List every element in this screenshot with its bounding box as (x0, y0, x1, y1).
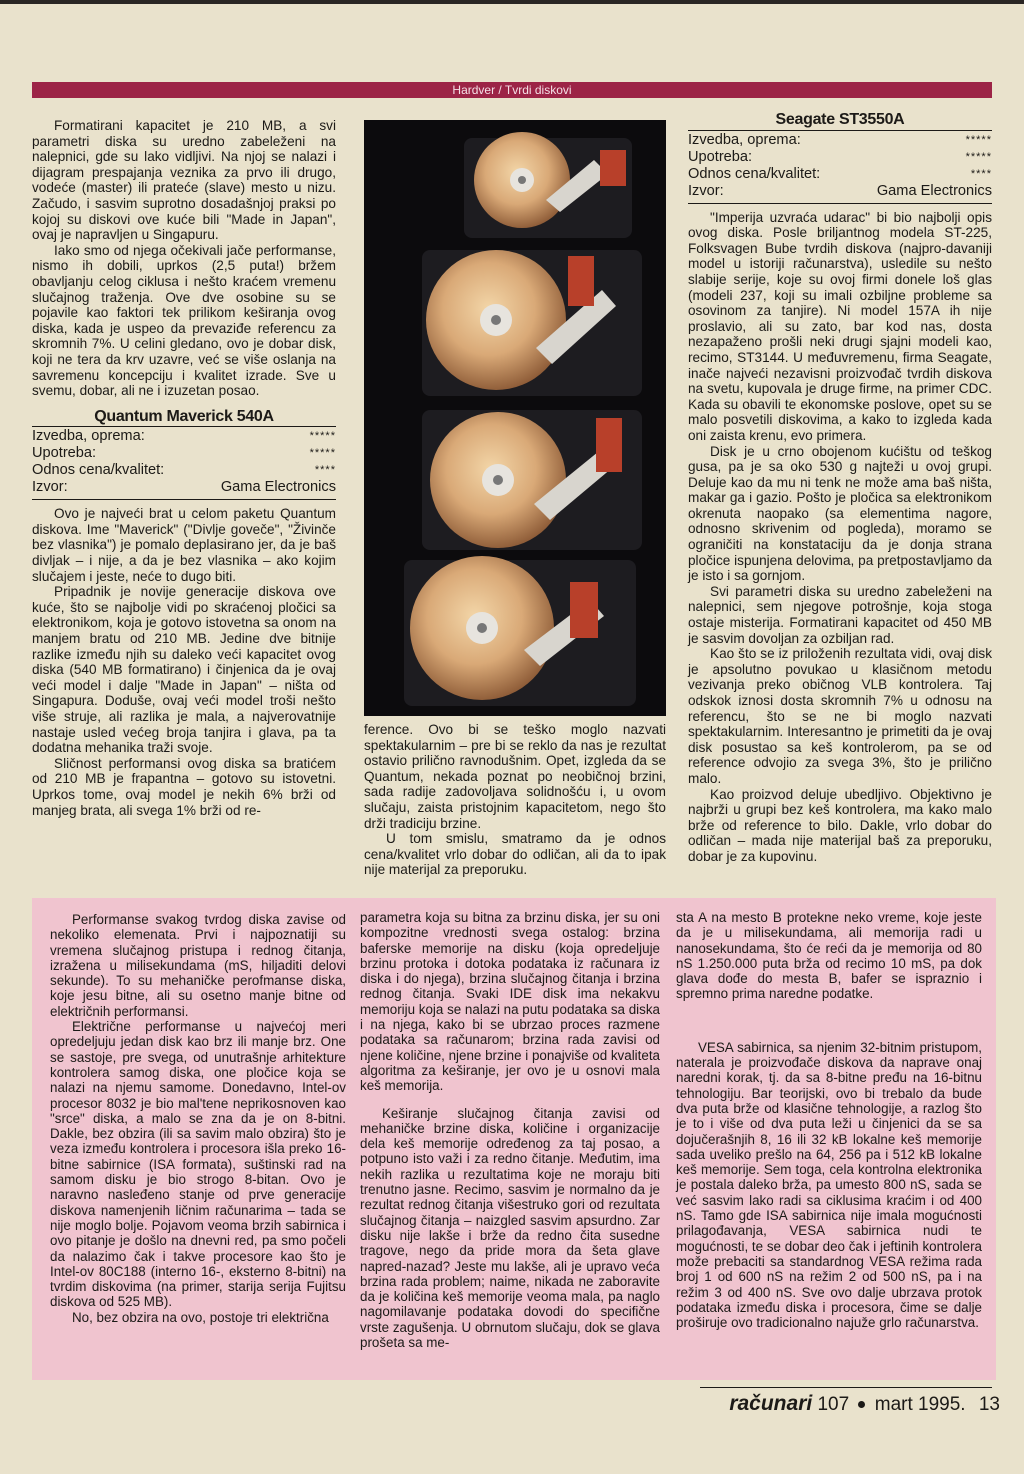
spec-label: Odnos cena/kvalitet: (32, 462, 165, 479)
sidebar-column-2 (360, 910, 660, 1350)
quantum-spec-box (32, 426, 336, 500)
sidebar-column-1 (50, 912, 346, 1325)
paragraph: Iako smo od njega očekivali jače performanse, nismo ih dobili, uprkos (2,5 puta!) bržem obavljanju celog ciklusa i nešto kraćem vremenu slučajnog traženja. Ove dve osobine su se pojavile kao faktori tek prilikom keširanja ovog diska, kada je uspeo da prevaziđe referencu za skromnih 7%. U celini gledano, ovo je dobar disk, koji ne tera da krv uzavre, već se više oslanja na savremenu koncepciju i kvalitet izrade. Sve u svemu, dobar, ali ne i izuzetan posao. (32, 242, 336, 399)
paragraph: Formatirani kapacitet je 210 MB, a svi parametri diska su uredno zabeleženi na nalepnici, gde su lako vidljivi. Na njoj se nalazi i dijagram prespajanja veznika za prvo ili drugo, vodeće (master) ili prateće (slave) mesto u nizu. Začudo, i sasvim suprotno dosadašnjoj praksi po kojoj su diskovi ove kuće bili "Made in Japan", ovaj je napravljen u Singapuru. (32, 118, 336, 243)
spec-label: Odnos cena/kvalitet: (688, 165, 821, 182)
section-header-bar (32, 82, 992, 98)
spec-label: Izvedba, oprema: (32, 428, 145, 445)
paragraph: "Imperija uzvraća udarac" bi bio najbolji opis ovog diska. Posle briljantnog modela ST-225, Folksvagen Bube tvrdih diskova (najpro-davaniji model u istoriji računarstva), usledile su nešto slabije serije, koje su ovoj firmi donele loš glas (modeli 237, koji su imali ozbiljne probleme sa osovinom za tanjire). Ni model 157A ih nije proslavio, ali su zato, bar kod nas, dosta nezapaženo prošli neki drugi sjajni modeli kao, recimo, ST3144. U međuvremenu, firma Seagate, inače najveći nezavisni proizvođač tvrdih diskova na svetu, kupovala je druge firme, na primer CDC. Kada su obavili te ekonomske poslove, opet su se malo posvetili diskovima, a kako to izgleda kada oni zaista krenu, evo primera. (688, 209, 992, 443)
spec-row (688, 183, 992, 200)
spec-label: Upotreba: (32, 445, 97, 462)
spec-row (32, 445, 336, 462)
paragraph: VESA sabirnica, sa njenim 32-bitnim pristupom, naterala je proizvođače diskova da naprave onaj naredni korak, tj. da sa 8-bitne pređu na 16-bitnu tehnologiju. Bar teorijski, ovo bi trebalo da bude dva puta brže od klasične tehnologije, a razlog što je to i više od dva puta leži u činjenici da se sa dojučerašnjih 8, 16 ili 32 kB lokalne keš memorije sada uveliko prešlo na 64, 256 pa i 512 kB lokalne keš memorije. Sem toga, cela kontrolna elektronika je postala daleko brža, pa umesto 800 nS, sada se već sasvim lako radi sa ciklusima kraćim i od 400 nS. Tamo gde ISA sabirnica nije imala mogućnosti prilagođavanja, VESA sabirnica nudi te mogućnosti, te se dobar deo čak i jeftinih kontrolera može prebaciti sa standardnog VESA režima rada broj 1 od 600 nS na režim 2 od 500 nS, pa i na režim 3 od 400 nS. Sve ovo dalje ubrzava protok podataka između diska i procesora, čime se dalje proširuje ovo tradicionalno najuže grlo računarstva. (676, 1039, 982, 1331)
column-1 (32, 118, 336, 818)
paragraph: U tom smislu, smatramo da je odnos cena/kvalitet vrlo dobar do odličan, ali da to ipak nije materijal za preporuku. (364, 831, 666, 878)
hard-disk-icon (364, 120, 666, 716)
page-footer (700, 1390, 1000, 1418)
col1-intro (32, 118, 336, 399)
quantum-box-title: Quantum Maverick 540A (94, 407, 274, 425)
paragraph: Sličnost performansi ovog diska sa bratićem od 210 MB je frapantna – gotovo su istovetni. Uprkos tome, ovaj model je nekih 6% brži od manjeg brata, ali svega 1% brži od re- (32, 755, 336, 818)
hard-disk-drives-photo (364, 120, 666, 716)
paragraph: Kao proizvod deluje ubedljivo. Objektivno je najbrži u grupi bez keš kontrolera, ma kako malo brže od reference to bilo. Dakle, vrlo dobar do odličan – mada nije materijal baš za preporuku, dobar je za kupovinu. (688, 786, 992, 864)
seagate-box-title: Seagate ST3550A (775, 111, 905, 128)
paragraph: Kao što se iz priloženih rezultata vidi, ovaj disk je apsolutno povukao u klasičnom metodu vezivanja preko običnog VLB kontrolera. Taj odskok iznosi dosta skromnih 7% u odnosu na referencu, što se ne bi moglo nazvati spektakularnim. Interesantno je primetiti da je ovaj disk posustao sa keš kontrolerom, pa se od reference odvojio za svega 3%, što je prilično malo. (688, 646, 992, 786)
footer-rule (700, 1387, 992, 1388)
seagate-spec-box (688, 130, 992, 204)
paragraph: No, bez obzira na ovo, postoje tri električna (72, 1309, 329, 1325)
magazine-logo: računari (729, 1392, 813, 1415)
spec-row (688, 166, 992, 183)
paragraph: ference. Ovo bi se teško moglo nazvati spektakularnim – pre bi se reklo da nas je rezultat ostavio prilično ravnodušnim. Opet, izgleda da se Quantum, nekada poznat po neobičnoj brzini, sada radije zadovoljava solidnošću i, u ovom slučaju, zaista pristojnim kapacitetom, nego što drži tradiciju brzine. (364, 722, 666, 831)
paragraph: Pripadnik je novije generacije diskova ove kuće, što se najbolje vidi po skraćenoj pločici sa elektronikom, koja je gotovo istovetna sa onom na manjem bratu od 210 MB. Jedine dve bitnije razlike između njih su daleko veći kapacitet ovog diska (540 MB formatirano) i činjenica da je ovaj veći model i dalje "Made in Japan" – ništa od Singapura. Doduše, ovaj veći model troši nešto više struje, ali razlika je mala, a najverovatnije nastaje usled većeg broja tanjira i glava, pa ta dodatna mehanika traži svoje. (32, 584, 336, 756)
column-3 (688, 112, 992, 865)
spec-rating: ***** (309, 447, 336, 460)
paragraph: Disk je u crno obojenom kućištu od teškog gusa, pa je sa oko 530 g najteži u ovoj grupi. Deluje kao da mu ni tenk ne može ama baš ništa, makar ga i gazio. Pošto je pločica sa elektronikom okrenuta naopako (sa elementima nagore, odnosno skrivenim od pogleda), moramo se ograničiti na konstataciju da je donja strana pločice ispunjena delovima, pa pretpostavljamo da je isto i sa gornjom. (688, 443, 992, 584)
paragraph: Električne performanse u najvećoj meri opredeljuju jedan disk kao brz ili manje brz. One se sastoje, pre svega, od unutrašnje arhitekture kontrolera samog diska, one pločice koja se nalazi na njemu samome. Donedavno, Intel-ov procesor 8032 je bio mal'tene neprikosnoven kao "srce" diska, a malo se zna da je on 8-bitni. Dakle, bez obzira (ili sa savim malo obzira) što je veza između kontrolera i procesora išla preko 16-bitne sabirnice (ISA formata), suštinski rad na samom disku je bio strogo 8-bitan. Ovo je naravno nasleđeno stanje od prve generacije diskova namenjenih ličnim računarima – tada se nije moglo bolje. Pojavom veoma brzih sabirnica i ovo pitanje je došlo na dnevni red, pa smo počeli da nalazimo čak i takve procesore kao što je Intel-ov 80C188 (interno 16-, eksterno 8-bitni) na tvrdim diskovima (na primer, starija serija Fujitsu diskova od 525 MB). (50, 1019, 346, 1310)
paragraph: Keširanje slučajnog čitanja zavisi od mehaničke brzine diska, količine i organizacije dela keš memorije određenog za taj posao, a potpuno isto važi i za redno čitanje. Međutim, ima nekih razlika u rezultatima koje ne moraju biti trenutno jasne. Recimo, sasvim je normalno da je rezultat rednog čitanja višestruko gori od rezultata slučajnog čitanja – naizgled sasvim apsurdno. Zar disku nije lakše i brže da redno čita susedne tragove, nego da pride mora da šeta glave napred-nazad? Jeste mu lakše, ali je upravo veća brzina rada problem; naime, nikada ne zaboravite da je količina keš memorije veoma mala, pa naglo nagomilavanje podataka dovodi do specifične vrste zagušenja. U obrnutom slučaju, dok se glava prošeta sa me- (360, 1105, 660, 1351)
spec-label: Izvor: (32, 479, 68, 496)
spec-source: Gama Electronics (220, 479, 336, 496)
sidebar-column-3 (676, 910, 982, 1330)
spec-row (32, 479, 336, 496)
paragraph: Performanse svakog tvrdog diska zavise od nekoliko elemenata. Prvi i najpoznatiji su vremena slučajnog pristupa i rednog čitanja, izražena u milisekundama (mS, hiljaditi delovi sekunde). To su mehaničke perofmanse diska, koje jesu bitne, ali su osetno manje bitne od električnih performansi. (50, 912, 346, 1019)
spec-rating: **** (314, 464, 336, 477)
paragraph: Svi parametri diska su uredno zabeleženi na nalepnici, sem njegove potrošnje, koja stoga ostaje misterija. Formatirani kapacitet od 450 MB je sasvim dovoljan za ozbiljan rad. (688, 583, 992, 646)
section-label: Hardver / Tvrdi diskovi (452, 83, 572, 97)
spec-label: Izvedba, oprema: (688, 131, 801, 148)
spec-row (32, 428, 336, 445)
spec-source: Gama Electronics (876, 182, 992, 199)
spec-label: Izvor: (688, 182, 724, 199)
spec-row (688, 132, 992, 149)
page-number: 13 (978, 1394, 1000, 1415)
paragraph: sta A na mesto B protekne neko vreme, koje jeste da je u milisekundama, ali memorija radi u nanosekundama, što će reći da je memorija od 80 nS 1.250.000 puta brža od recimo 10 mS, pa dok glava dođe do mesta B, bafer se ispraznio i spremno prima naredne podatke. (676, 910, 982, 1002)
spec-label: Upotreba: (688, 148, 753, 165)
bullet-icon (858, 1401, 865, 1408)
spec-rating: **** (970, 167, 992, 180)
performance-sidebar (32, 898, 996, 1380)
spec-rating: ***** (965, 150, 992, 163)
quantum-body (32, 506, 336, 818)
issue-number: 107 (817, 1394, 850, 1415)
issue-date: mart 1995. (874, 1394, 966, 1415)
spec-rating: ***** (309, 430, 336, 443)
top-edge (0, 0, 1024, 4)
spec-row (32, 462, 336, 479)
spec-rating: ***** (965, 133, 992, 146)
spec-row (688, 149, 992, 166)
paragraph: parametra koja su bitna za brzinu diska, jer su oni kompozitne vrednosti svega ostalog: brzina baferske memorije na disku (koja opredeljuje brzinu protoka i dotoka podataka iz računara iz diska i do njega), brzina slučajnog čitanja i brzina rednog čitanja. Svaki IDE disk ima nekakvu memoriju koja se nalazi na putu podataka sa diska i na njega, kako bi se ubrzao proces razmene podataka sa računarom; brzina rada zavisi od njene količine, njene brzine i ponajviše od kvaliteta algoritma za keširanje, jer ovo je u osnovi mala keš memorija. (360, 910, 660, 1094)
paragraph: Ovo je najveći brat u celom paketu Quantum diskova. Ime "Maverick" ("Divlje goveče", "Živinče bez vlasnika") je pomalo deplasirano jer, da je baš divljak – i nije, a da je bez vlasnika – ako kojim slučajem i jeste, neće to dugo biti. (32, 506, 336, 584)
column-2 (364, 722, 666, 878)
